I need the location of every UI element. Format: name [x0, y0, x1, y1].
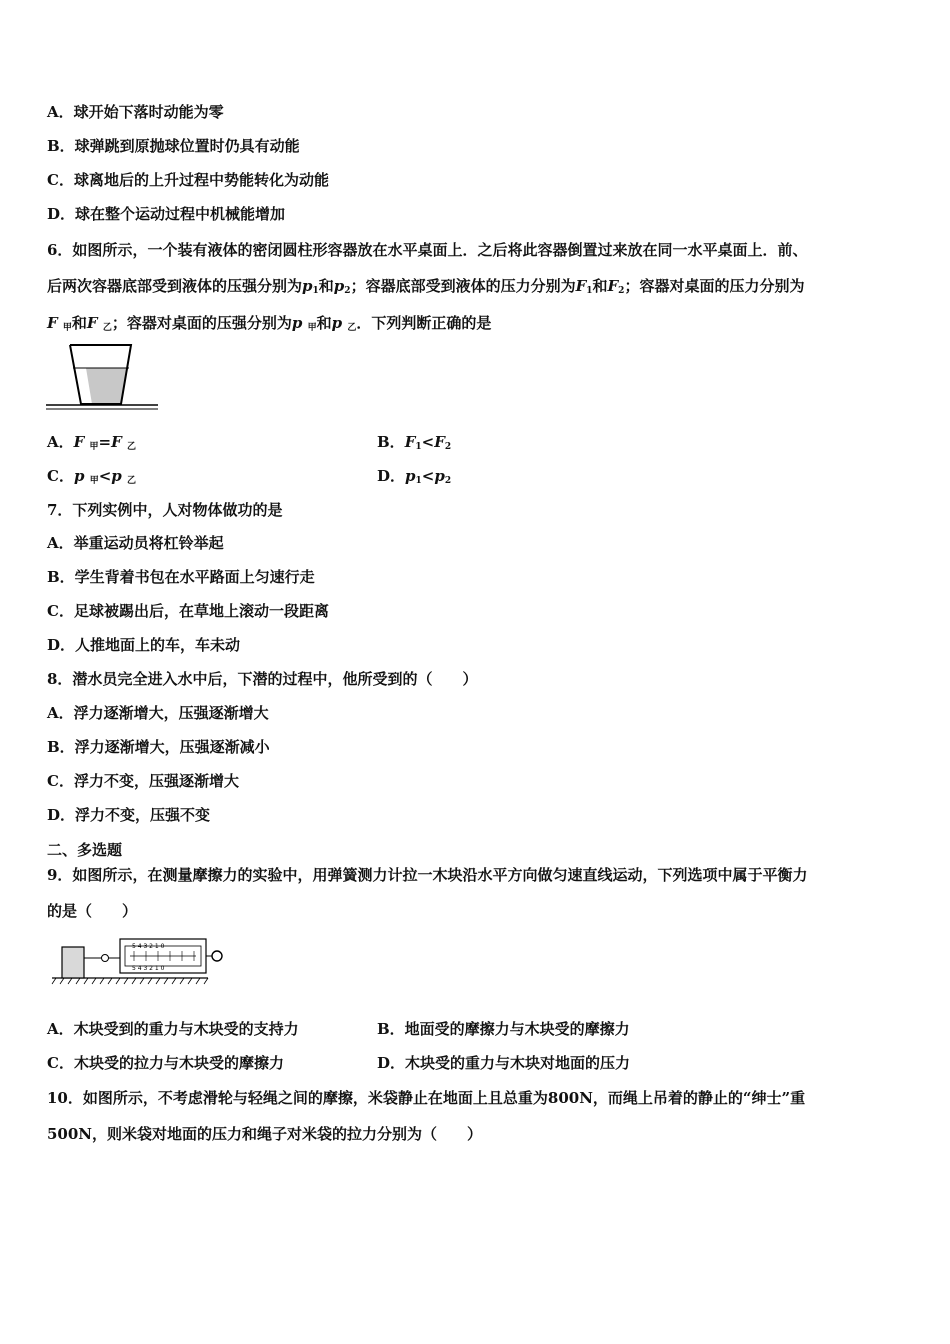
- q5-option-b: B．球弹跳到原抛球位置时仍具有动能: [47, 137, 300, 155]
- q9-spring-scale-figure: [50, 934, 230, 986]
- q8-option-b: B．浮力逐渐增大，压强逐渐减小: [47, 738, 270, 756]
- q6-option-b: B．$F_1<F_2$: [377, 433, 452, 452]
- q6-stem-line3: F $_甲$和F $_乙$；容器对桌面的压强分别为p $_甲$和p $_乙$．下列判断正确的是: [47, 314, 492, 333]
- q6-stem-line2: 后两次容器底部受到液体的压强分别为$p_1$和$p_2$；容器底部受到液体的压力分别为$F_1$和$F_2$；容器对桌面的压力分别为: [47, 277, 805, 296]
- q5-option-c: C．球离地后的上升过程中势能转化为动能: [47, 171, 329, 189]
- section-heading-multi-choice: 二、多选题: [47, 841, 123, 859]
- q6-stem-line1: 6．如图所示，一个装有液体的密闭圆柱形容器放在水平桌面上．之后将此容器倒置过来放在同一水平桌面上．前、: [47, 241, 808, 259]
- q6-option-c: C．p $_甲$<p $_乙$: [47, 467, 137, 486]
- q9-stem-line2: 的是（ ）: [47, 902, 138, 920]
- q5-option-a: A．球开始下落时动能为零: [47, 103, 224, 121]
- q9-option-a: A．木块受到的重力与木块受的支持力: [47, 1020, 299, 1038]
- scale-marks-top: 5 4 3 2 1 0: [132, 943, 165, 950]
- q7-option-b: B．学生背着书包在水平路面上匀速行走: [47, 568, 315, 586]
- q7-option-d: D．人推地面上的车，车未动: [47, 636, 241, 654]
- q8-option-d: D．浮力不变，压强不变: [47, 806, 211, 824]
- q8-stem: 8．潜水员完全进入水中后，下潜的过程中，他所受到的（ ）: [47, 670, 478, 688]
- q7-stem: 7．下列实例中，人对物体做功的是: [47, 501, 283, 519]
- hook: [102, 955, 109, 962]
- q8-option-c: C．浮力不变，压强逐渐增大: [47, 772, 239, 790]
- q9-stem-line1: 9．如图所示，在测量摩擦力的实验中，用弹簧测力计拉一木块沿水平方向做匀速直线运动，下列选项中属于平衡力: [47, 866, 808, 884]
- q9-option-d: D．木块受的重力与木块对地面的压力: [377, 1054, 631, 1072]
- q6-option-a: A．F $_甲$=F $_乙$: [47, 433, 137, 452]
- scale-marks-bottom: 5 4 3 2 1 0: [132, 965, 165, 972]
- q7-option-c: C．足球被踢出后，在草地上滚动一段距离: [47, 602, 329, 620]
- liquid-fill: [86, 368, 127, 404]
- q6-option-d: D．$p_1<p_2$: [377, 467, 452, 486]
- wood-block: [62, 947, 84, 978]
- q10-stem-line2: 500N，则米袋对地面的压力和绳子对米袋的拉力分别为（ ）: [47, 1125, 483, 1143]
- q9-option-c: C．木块受的拉力与木块受的摩擦力: [47, 1054, 284, 1072]
- q9-option-b: B．地面受的摩擦力与木块受的摩擦力: [377, 1020, 630, 1038]
- q5-option-d: D．球在整个运动过程中机械能增加: [47, 205, 286, 223]
- q6-container-figure: [45, 342, 161, 412]
- q10-stem-line1: 10．如图所示，不考虑滑轮与轻绳之间的摩擦，米袋静止在地面上且总重为800N，而绳上吊着的静止的“绅士”重: [47, 1089, 806, 1107]
- q8-option-a: A．浮力逐渐增大，压强逐渐增大: [47, 704, 269, 722]
- q7-option-a: A．举重运动员将杠铃举起: [47, 534, 224, 552]
- pull-ring: [212, 951, 222, 961]
- ground-hatching: [52, 978, 208, 984]
